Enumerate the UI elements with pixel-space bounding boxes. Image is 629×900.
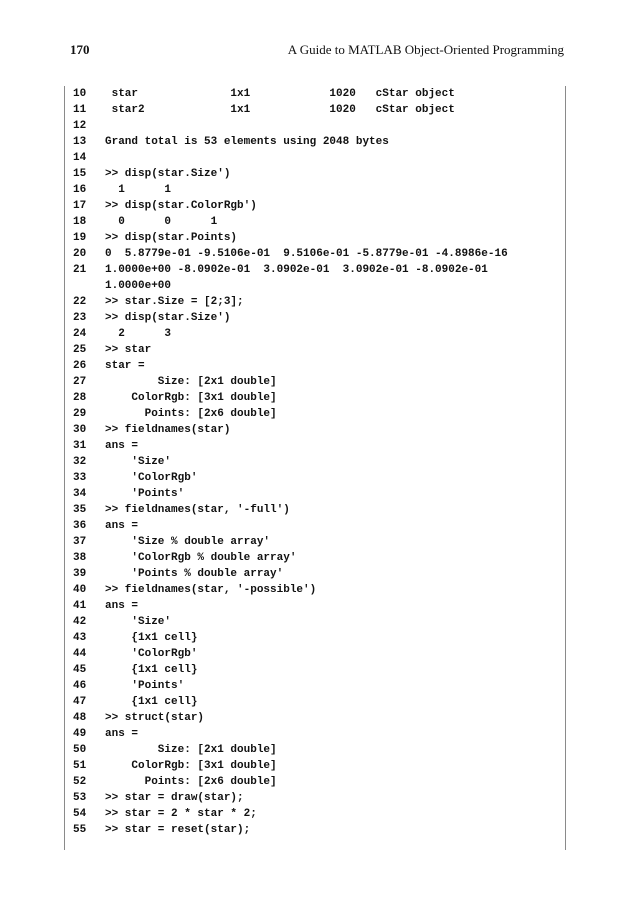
line-text: 1.0000e+00 (105, 280, 172, 292)
line-text: 'Points % double array' (105, 568, 284, 580)
code-line (65, 582, 565, 598)
code-line (65, 86, 565, 102)
line-number: 40 (73, 584, 87, 596)
code-line (65, 662, 565, 678)
line-text: ans = (105, 520, 139, 532)
line-number: 33 (73, 472, 87, 484)
code-line (65, 502, 565, 518)
line-text: >> disp(star.Points) (105, 232, 238, 244)
line-number: 48 (73, 712, 87, 724)
line-text: >> star.Size = [2;3]; (105, 296, 244, 308)
line-number: 17 (73, 200, 87, 212)
code-line (65, 246, 565, 262)
code-line (65, 694, 565, 710)
line-number: 42 (73, 616, 87, 628)
line-number: 52 (73, 776, 87, 788)
code-line (65, 726, 565, 742)
code-line (65, 342, 565, 358)
line-text: >> star (105, 344, 152, 356)
code-line (65, 646, 565, 662)
line-number: 35 (73, 504, 87, 516)
line-text: >> fieldnames(star, '-full') (105, 504, 290, 516)
line-text: ans = (105, 440, 139, 452)
line-number: 30 (73, 424, 87, 436)
line-number: 16 (73, 184, 87, 196)
line-number: 19 (73, 232, 87, 244)
line-text: 1.0000e+00 -8.0902e-01 3.0902e-01 3.0902e-01 -8.0902e-01 (105, 264, 488, 276)
line-text: ColorRgb: [3x1 double] (105, 760, 277, 772)
line-text: 1 1 (105, 184, 172, 196)
line-number: 45 (73, 664, 87, 676)
line-number: 36 (73, 520, 87, 532)
code-line (65, 486, 565, 502)
line-number: 32 (73, 456, 87, 468)
line-text: 'Points' (105, 680, 185, 692)
line-number: 53 (73, 792, 87, 804)
code-line (65, 182, 565, 198)
code-listing (64, 86, 566, 850)
code-line (65, 214, 565, 230)
page-header (70, 42, 564, 62)
code-line (65, 150, 565, 166)
line-text: >> fieldnames(star, '-possible') (105, 584, 317, 596)
code-line (65, 310, 565, 326)
line-text: Size: [2x1 double] (105, 376, 277, 388)
line-number: 47 (73, 696, 87, 708)
code-line (65, 406, 565, 422)
line-text: Size: [2x1 double] (105, 744, 277, 756)
line-number: 44 (73, 648, 87, 660)
line-number: 24 (73, 328, 87, 340)
line-text: star2 1x1 1020 cStar object (105, 104, 455, 116)
code-line (65, 806, 565, 822)
code-line (65, 710, 565, 726)
code-line (65, 374, 565, 390)
line-number: 18 (73, 216, 87, 228)
line-number: 23 (73, 312, 87, 324)
line-number: 54 (73, 808, 87, 820)
line-text: >> disp(star.Size') (105, 168, 231, 180)
line-number: 21 (73, 264, 87, 276)
code-line (65, 598, 565, 614)
line-number: 41 (73, 600, 87, 612)
line-text: 2 3 (105, 328, 172, 340)
line-number: 25 (73, 344, 87, 356)
code-line (65, 438, 565, 454)
line-number: 13 (73, 136, 87, 148)
code-line (65, 166, 565, 182)
line-number: 29 (73, 408, 87, 420)
line-number: 14 (73, 152, 87, 164)
line-text: star = (105, 360, 145, 372)
running-title: A Guide to MATLAB Object-Oriented Programming (287, 42, 564, 57)
line-number: 55 (73, 824, 87, 836)
line-number: 31 (73, 440, 87, 452)
line-text: >> star = 2 * star * 2; (105, 808, 257, 820)
code-line (65, 454, 565, 470)
line-number: 12 (73, 120, 87, 132)
code-line (65, 742, 565, 758)
line-text: >> disp(star.ColorRgb') (105, 200, 257, 212)
code-line (65, 102, 565, 118)
line-number: 11 (73, 104, 87, 116)
line-text: ColorRgb: [3x1 double] (105, 392, 277, 404)
line-number: 10 (73, 88, 87, 100)
line-text: 0 0 1 (105, 216, 218, 228)
code-line (65, 390, 565, 406)
line-text: 'ColorRgb % double array' (105, 552, 297, 564)
line-text: 'Points' (105, 488, 185, 500)
code-line (65, 326, 565, 342)
code-line (65, 422, 565, 438)
line-text: 'Size % double array' (105, 536, 271, 548)
line-text: Points: [2x6 double] (105, 408, 277, 420)
code-line (65, 134, 565, 150)
code-line (65, 518, 565, 534)
code-line (65, 230, 565, 246)
line-number: 50 (73, 744, 87, 756)
line-text: {1x1 cell} (105, 696, 198, 708)
line-number: 38 (73, 552, 87, 564)
code-line (65, 294, 565, 310)
code-line (65, 550, 565, 566)
line-number: 51 (73, 760, 87, 772)
code-line (65, 358, 565, 374)
code-line (65, 118, 565, 134)
line-number: 37 (73, 536, 87, 548)
line-text: 0 5.8779e-01 -9.5106e-01 9.5106e-01 -5.8779e-01 -4.8986e-16 (105, 248, 508, 260)
code-line (65, 790, 565, 806)
code-line (65, 198, 565, 214)
line-text: 'ColorRgb' (105, 472, 198, 484)
line-number: 34 (73, 488, 87, 500)
line-text: ans = (105, 600, 139, 612)
line-text: >> fieldnames(star) (105, 424, 231, 436)
code-line (65, 630, 565, 646)
line-text: ans = (105, 728, 139, 740)
code-line (65, 470, 565, 486)
line-number: 39 (73, 568, 87, 580)
line-number: 49 (73, 728, 87, 740)
line-number: 20 (73, 248, 87, 260)
line-number: 22 (73, 296, 87, 308)
line-text: {1x1 cell} (105, 664, 198, 676)
line-text: >> star = draw(star); (105, 792, 244, 804)
line-text: {1x1 cell} (105, 632, 198, 644)
code-line (65, 822, 565, 838)
line-number: 28 (73, 392, 87, 404)
line-text: Points: [2x6 double] (105, 776, 277, 788)
line-text: 'Size' (105, 616, 172, 628)
line-text: star 1x1 1020 cStar object (105, 88, 455, 100)
code-line (65, 278, 565, 294)
line-text: 'Size' (105, 456, 172, 468)
code-line (65, 262, 565, 278)
line-number: 43 (73, 632, 87, 644)
code-line (65, 678, 565, 694)
line-text: 'ColorRgb' (105, 648, 198, 660)
line-text: >> star = reset(star); (105, 824, 251, 836)
page-number: 170 (70, 42, 90, 57)
line-number: 26 (73, 360, 87, 372)
line-text: Grand total is 53 elements using 2048 bytes (105, 136, 389, 148)
code-line (65, 534, 565, 550)
code-line (65, 566, 565, 582)
line-text: >> struct(star) (105, 712, 205, 724)
line-number: 27 (73, 376, 87, 388)
code-line (65, 614, 565, 630)
line-number: 46 (73, 680, 87, 692)
line-number: 15 (73, 168, 87, 180)
code-line (65, 774, 565, 790)
line-text: >> disp(star.Size') (105, 312, 231, 324)
code-line (65, 758, 565, 774)
